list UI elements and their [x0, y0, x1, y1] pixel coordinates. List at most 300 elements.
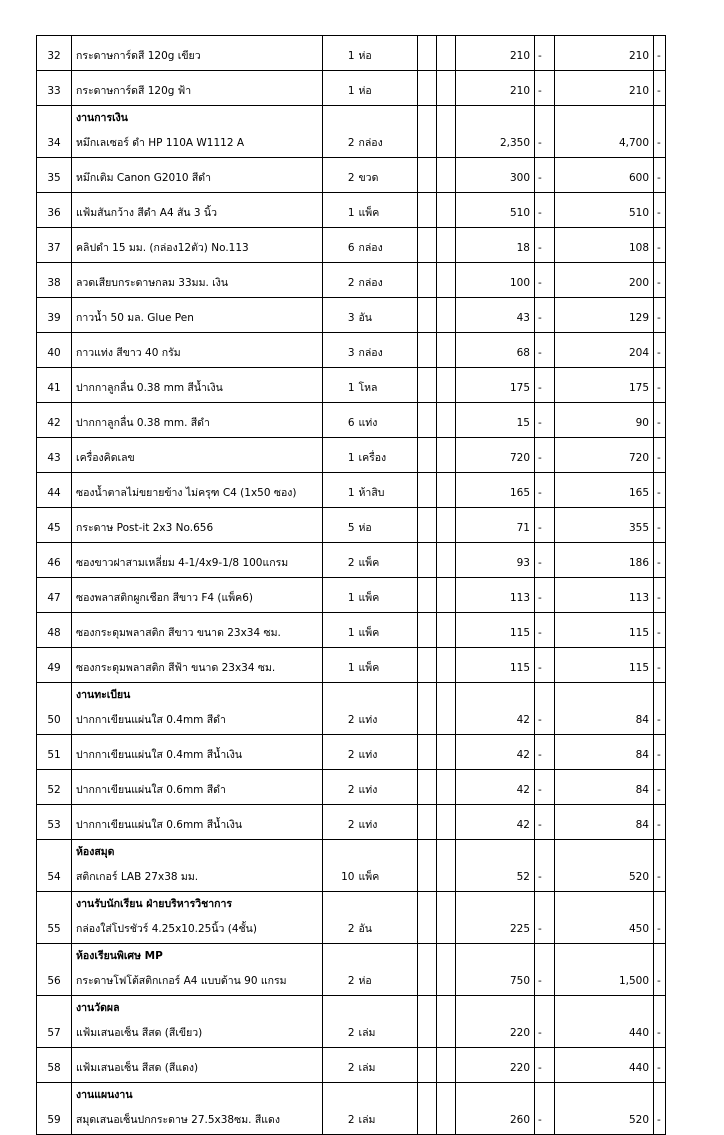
item-description-cell [72, 805, 323, 840]
total-price-fraction: - [654, 840, 666, 892]
item-quantity: 5 [323, 508, 357, 543]
table-row [37, 996, 666, 1048]
empty-cell [418, 106, 437, 158]
unit-price: 115 [456, 613, 535, 648]
empty-cell [437, 438, 456, 473]
unit-price-fraction: - [535, 228, 555, 263]
unit-price: 260 [456, 1083, 535, 1135]
item-description: ปากกาเขียนแผ่นใส 0.4mm สีดำ [76, 714, 226, 726]
unit-price-fraction: - [535, 438, 555, 473]
unit-price: 42 [456, 735, 535, 770]
item-quantity: 10 [323, 840, 357, 892]
unit-price-fraction: - [535, 158, 555, 193]
empty-cell [418, 735, 437, 770]
item-unit: แพ็ค [357, 840, 418, 892]
item-description-cell [72, 158, 323, 193]
total-price: 129 [555, 298, 654, 333]
unit-price: 42 [456, 805, 535, 840]
empty-cell [437, 228, 456, 263]
unit-price: 220 [456, 996, 535, 1048]
empty-cell [418, 1048, 437, 1083]
total-price-fraction: - [654, 543, 666, 578]
item-quantity: 2 [323, 543, 357, 578]
unit-price: 210 [456, 36, 535, 71]
item-number: 32 [37, 36, 72, 71]
empty-cell [437, 1048, 456, 1083]
item-quantity: 2 [323, 892, 357, 944]
table-row [37, 106, 666, 158]
item-number: 34 [37, 106, 72, 158]
item-quantity: 1 [323, 473, 357, 508]
total-price-fraction: - [654, 996, 666, 1048]
empty-cell [437, 403, 456, 438]
total-price-fraction: - [654, 805, 666, 840]
total-price-fraction: - [654, 473, 666, 508]
item-description-cell [72, 648, 323, 683]
empty-cell [437, 368, 456, 403]
table-row [37, 36, 666, 71]
unit-price-fraction: - [535, 36, 555, 71]
item-unit: เล่ม [357, 996, 418, 1048]
item-unit: กล่อง [357, 333, 418, 368]
item-description: กระดาษการ์ดสี 120g เขียว [76, 50, 201, 62]
item-quantity: 6 [323, 228, 357, 263]
item-unit: แพ็ค [357, 613, 418, 648]
item-quantity: 1 [323, 613, 357, 648]
total-price-fraction: - [654, 71, 666, 106]
empty-cell [418, 996, 437, 1048]
total-price: 210 [555, 71, 654, 106]
supply-table [36, 35, 666, 1135]
item-description: ซองกระดุมพลาสติก สีขาว ขนาด 23x34 ซม. [76, 627, 281, 639]
unit-price: 71 [456, 508, 535, 543]
item-unit: เล่ม [357, 1048, 418, 1083]
item-quantity: 2 [323, 1048, 357, 1083]
total-price-fraction: - [654, 298, 666, 333]
item-number: 33 [37, 71, 72, 106]
total-price: 90 [555, 403, 654, 438]
item-description-cell [72, 1048, 323, 1083]
empty-cell [418, 36, 437, 71]
total-price-fraction: - [654, 508, 666, 543]
total-price: 108 [555, 228, 654, 263]
empty-cell [437, 840, 456, 892]
table-row [37, 403, 666, 438]
empty-cell [437, 543, 456, 578]
unit-price: 42 [456, 683, 535, 735]
item-description: เครื่องคิดเลข [76, 452, 135, 464]
item-number: 47 [37, 578, 72, 613]
unit-price-fraction: - [535, 193, 555, 228]
total-price-fraction: - [654, 158, 666, 193]
empty-cell [437, 508, 456, 543]
item-quantity: 1 [323, 368, 357, 403]
item-number: 39 [37, 298, 72, 333]
item-number: 52 [37, 770, 72, 805]
section-heading: ห้องเรียนพิเศษ MP [76, 950, 163, 962]
table-row [37, 438, 666, 473]
item-unit: ห่อ [357, 944, 418, 996]
total-price-fraction: - [654, 944, 666, 996]
item-description-cell [72, 71, 323, 106]
item-quantity: 2 [323, 683, 357, 735]
item-unit: แท่ง [357, 770, 418, 805]
item-number: 58 [37, 1048, 72, 1083]
item-unit: แท่ง [357, 735, 418, 770]
unit-price-fraction: - [535, 1083, 555, 1135]
empty-cell [418, 578, 437, 613]
item-number: 38 [37, 263, 72, 298]
empty-cell [418, 228, 437, 263]
item-description-cell [72, 228, 323, 263]
item-description: กล่องใส่โปรชัวร์ 4.25x10.25นิ้ว (4ชั้น) [76, 923, 257, 935]
item-unit: กล่อง [357, 106, 418, 158]
item-description: หมึกเติม Canon G2010 สีดำ [76, 172, 212, 184]
unit-price: 15 [456, 403, 535, 438]
empty-cell [437, 473, 456, 508]
item-number: 44 [37, 473, 72, 508]
unit-price-fraction: - [535, 333, 555, 368]
empty-cell [437, 578, 456, 613]
empty-cell [437, 805, 456, 840]
item-quantity: 1 [323, 578, 357, 613]
unit-price: 42 [456, 770, 535, 805]
item-number: 56 [37, 944, 72, 996]
item-quantity: 2 [323, 158, 357, 193]
table-row [37, 298, 666, 333]
table-row [37, 648, 666, 683]
section-heading: งานการเงิน [76, 112, 128, 124]
total-price-fraction: - [654, 735, 666, 770]
total-price-fraction: - [654, 106, 666, 158]
unit-price: 300 [456, 158, 535, 193]
item-description-cell [72, 508, 323, 543]
item-description: ซองกระดุมพลาสติก สีฟ้า ขนาด 23x34 ซม. [76, 662, 276, 674]
item-description-cell [72, 438, 323, 473]
item-description-cell [72, 892, 323, 944]
total-price-fraction: - [654, 36, 666, 71]
total-price: 200 [555, 263, 654, 298]
table-row [37, 892, 666, 944]
item-number: 49 [37, 648, 72, 683]
table-row [37, 508, 666, 543]
unit-price: 720 [456, 438, 535, 473]
total-price-fraction: - [654, 228, 666, 263]
total-price: 210 [555, 36, 654, 71]
item-quantity: 1 [323, 648, 357, 683]
item-description-cell [72, 613, 323, 648]
item-unit: ห่อ [357, 508, 418, 543]
item-description: แฟ้มสันกว้าง สีดำ A4 สัน 3 นิ้ว [76, 207, 218, 219]
empty-cell [437, 158, 456, 193]
empty-cell [437, 770, 456, 805]
unit-price-fraction: - [535, 263, 555, 298]
item-description: กระดาษการ์ดสี 120g ฟ้า [76, 85, 192, 97]
item-unit: แพ็ค [357, 648, 418, 683]
empty-cell [437, 613, 456, 648]
item-number: 46 [37, 543, 72, 578]
item-quantity: 6 [323, 403, 357, 438]
table-body [37, 36, 666, 1135]
item-number: 53 [37, 805, 72, 840]
item-number: 40 [37, 333, 72, 368]
unit-price-fraction: - [535, 613, 555, 648]
item-description: แฟ้มเสนอเซ็น สีสด (สีแดง) [76, 1062, 199, 1074]
item-unit: เครื่อง [357, 438, 418, 473]
empty-cell [437, 71, 456, 106]
unit-price-fraction: - [535, 368, 555, 403]
item-description: สมุดเสนอเซ็นปกกระดาษ 27.5x38ซม. สีแดง [76, 1114, 280, 1126]
table-row [37, 333, 666, 368]
unit-price: 510 [456, 193, 535, 228]
total-price-fraction: - [654, 403, 666, 438]
total-price: 1,500 [555, 944, 654, 996]
empty-cell [418, 892, 437, 944]
item-description-cell [72, 36, 323, 71]
section-heading: งานวัดผล [76, 1002, 120, 1014]
empty-cell [437, 298, 456, 333]
item-description-cell [72, 996, 323, 1048]
item-quantity: 2 [323, 106, 357, 158]
item-quantity: 3 [323, 333, 357, 368]
unit-price-fraction: - [535, 298, 555, 333]
item-number: 51 [37, 735, 72, 770]
total-price: 165 [555, 473, 654, 508]
item-description-cell [72, 543, 323, 578]
empty-cell [418, 840, 437, 892]
table-row [37, 543, 666, 578]
item-description: กระดาษโฟโต้สติกเกอร์ A4 แบบด้าน 90 แกรม [76, 975, 287, 987]
section-heading: งานแผนงาน [76, 1089, 133, 1101]
item-description-cell [72, 944, 323, 996]
item-description-cell [72, 403, 323, 438]
empty-cell [437, 892, 456, 944]
empty-cell [418, 298, 437, 333]
unit-price: 93 [456, 543, 535, 578]
total-price-fraction: - [654, 1048, 666, 1083]
total-price: 115 [555, 613, 654, 648]
item-unit: กล่อง [357, 263, 418, 298]
item-unit: แพ็ค [357, 193, 418, 228]
item-unit: กล่อง [357, 228, 418, 263]
total-price: 84 [555, 805, 654, 840]
item-unit: แท่ง [357, 805, 418, 840]
empty-cell [418, 1083, 437, 1135]
empty-cell [418, 543, 437, 578]
total-price: 440 [555, 996, 654, 1048]
table-row [37, 805, 666, 840]
item-number: 41 [37, 368, 72, 403]
item-number: 50 [37, 683, 72, 735]
total-price: 204 [555, 333, 654, 368]
item-number: 59 [37, 1083, 72, 1135]
total-price: 113 [555, 578, 654, 613]
empty-cell [418, 158, 437, 193]
unit-price-fraction: - [535, 840, 555, 892]
item-unit: แท่ง [357, 683, 418, 735]
item-quantity: 2 [323, 263, 357, 298]
item-description: ซองพลาสติกผูกเชือก สีขาว F4 (แพ็ค6) [76, 592, 253, 604]
item-unit: ห่อ [357, 36, 418, 71]
total-price: 600 [555, 158, 654, 193]
unit-price: 100 [456, 263, 535, 298]
unit-price: 113 [456, 578, 535, 613]
item-description-cell [72, 333, 323, 368]
unit-price: 210 [456, 71, 535, 106]
total-price: 186 [555, 543, 654, 578]
item-description: ปากกาลูกลื่น 0.38 mm สีน้ำเงิน [76, 382, 223, 394]
empty-cell [418, 805, 437, 840]
table-row [37, 473, 666, 508]
item-unit: ขวด [357, 158, 418, 193]
empty-cell [418, 368, 437, 403]
total-price-fraction: - [654, 578, 666, 613]
table-row [37, 263, 666, 298]
unit-price: 43 [456, 298, 535, 333]
total-price: 450 [555, 892, 654, 944]
item-description: กาวน้ำ 50 มล. Glue Pen [76, 312, 194, 324]
total-price: 4,700 [555, 106, 654, 158]
section-heading: งานทะเบียน [76, 689, 131, 701]
item-description-cell [72, 1083, 323, 1135]
empty-cell [418, 438, 437, 473]
unit-price-fraction: - [535, 473, 555, 508]
item-unit: ห่อ [357, 71, 418, 106]
unit-price-fraction: - [535, 543, 555, 578]
table-row [37, 944, 666, 996]
unit-price: 2,350 [456, 106, 535, 158]
unit-price-fraction: - [535, 996, 555, 1048]
table-row [37, 1048, 666, 1083]
empty-cell [437, 193, 456, 228]
unit-price: 165 [456, 473, 535, 508]
empty-cell [418, 71, 437, 106]
empty-cell [437, 36, 456, 71]
item-quantity: 2 [323, 770, 357, 805]
item-description-cell [72, 263, 323, 298]
empty-cell [418, 613, 437, 648]
total-price: 720 [555, 438, 654, 473]
item-unit: แพ็ค [357, 578, 418, 613]
unit-price: 750 [456, 944, 535, 996]
item-description-cell [72, 840, 323, 892]
total-price-fraction: - [654, 648, 666, 683]
total-price: 175 [555, 368, 654, 403]
item-description: กระดาษ Post-it 2x3 No.656 [76, 522, 214, 534]
unit-price: 68 [456, 333, 535, 368]
empty-cell [437, 106, 456, 158]
table-row [37, 770, 666, 805]
item-number: 54 [37, 840, 72, 892]
empty-cell [418, 944, 437, 996]
item-number: 55 [37, 892, 72, 944]
total-price-fraction: - [654, 333, 666, 368]
item-description: ลวดเสียบกระดาษกลม 33มม. เงิน [76, 277, 229, 289]
total-price: 440 [555, 1048, 654, 1083]
item-description-cell [72, 368, 323, 403]
unit-price-fraction: - [535, 683, 555, 735]
item-description: ปากกาลูกลื่น 0.38 mm. สีดำ [76, 417, 210, 429]
empty-cell [418, 473, 437, 508]
total-price-fraction: - [654, 263, 666, 298]
table-row [37, 158, 666, 193]
item-quantity: 2 [323, 944, 357, 996]
item-number: 35 [37, 158, 72, 193]
unit-price-fraction: - [535, 578, 555, 613]
item-quantity: 1 [323, 438, 357, 473]
item-description-cell [72, 193, 323, 228]
table-row [37, 578, 666, 613]
item-description: ปากกาเขียนแผ่นใส 0.4mm สีน้ำเงิน [76, 749, 243, 761]
empty-cell [437, 944, 456, 996]
item-quantity: 1 [323, 36, 357, 71]
total-price-fraction: - [654, 770, 666, 805]
empty-cell [437, 996, 456, 1048]
item-description: ปากกาเขียนแผ่นใส 0.6mm สีน้ำเงิน [76, 819, 243, 831]
unit-price: 115 [456, 648, 535, 683]
unit-price: 175 [456, 368, 535, 403]
item-number: 57 [37, 996, 72, 1048]
total-price-fraction: - [654, 683, 666, 735]
item-description: ปากกาเขียนแผ่นใส 0.6mm สีดำ [76, 784, 226, 796]
empty-cell [418, 263, 437, 298]
item-quantity: 2 [323, 805, 357, 840]
item-unit: โหล [357, 368, 418, 403]
total-price: 510 [555, 193, 654, 228]
unit-price-fraction: - [535, 735, 555, 770]
table-row [37, 71, 666, 106]
unit-price: 18 [456, 228, 535, 263]
empty-cell [418, 648, 437, 683]
unit-price-fraction: - [535, 892, 555, 944]
item-unit: อัน [357, 892, 418, 944]
total-price-fraction: - [654, 1083, 666, 1135]
item-description: แฟ้มเสนอเซ็น สีสด (สีเขียว) [76, 1027, 203, 1039]
item-quantity: 3 [323, 298, 357, 333]
total-price: 355 [555, 508, 654, 543]
item-description: สติกเกอร์ LAB 27x38 มม. [76, 871, 199, 883]
table-row [37, 840, 666, 892]
item-description-cell [72, 770, 323, 805]
item-description: ซองน้ำตาลไม่ขยายข้าง ไม่ครุฑ C4 (1x50 ซอง) [76, 487, 297, 499]
empty-cell [437, 333, 456, 368]
unit-price: 225 [456, 892, 535, 944]
item-description: ซองขาวฝาสามเหลี่ยม 4-1/4x9-1/8 100แกรม [76, 557, 289, 569]
unit-price-fraction: - [535, 508, 555, 543]
item-number: 42 [37, 403, 72, 438]
total-price-fraction: - [654, 368, 666, 403]
empty-cell [418, 770, 437, 805]
total-price: 520 [555, 840, 654, 892]
table-row [37, 1083, 666, 1135]
item-description: หมึกเลเซอร์ ดำ HP 110A W1112 A [76, 137, 245, 149]
unit-price-fraction: - [535, 805, 555, 840]
table-row [37, 683, 666, 735]
empty-cell [437, 263, 456, 298]
total-price-fraction: - [654, 613, 666, 648]
unit-price-fraction: - [535, 1048, 555, 1083]
item-description-cell [72, 473, 323, 508]
empty-cell [418, 333, 437, 368]
total-price: 115 [555, 648, 654, 683]
empty-cell [437, 1083, 456, 1135]
item-quantity: 2 [323, 1083, 357, 1135]
table-row [37, 735, 666, 770]
table-row [37, 228, 666, 263]
unit-price-fraction: - [535, 648, 555, 683]
table-row [37, 193, 666, 228]
empty-cell [418, 193, 437, 228]
